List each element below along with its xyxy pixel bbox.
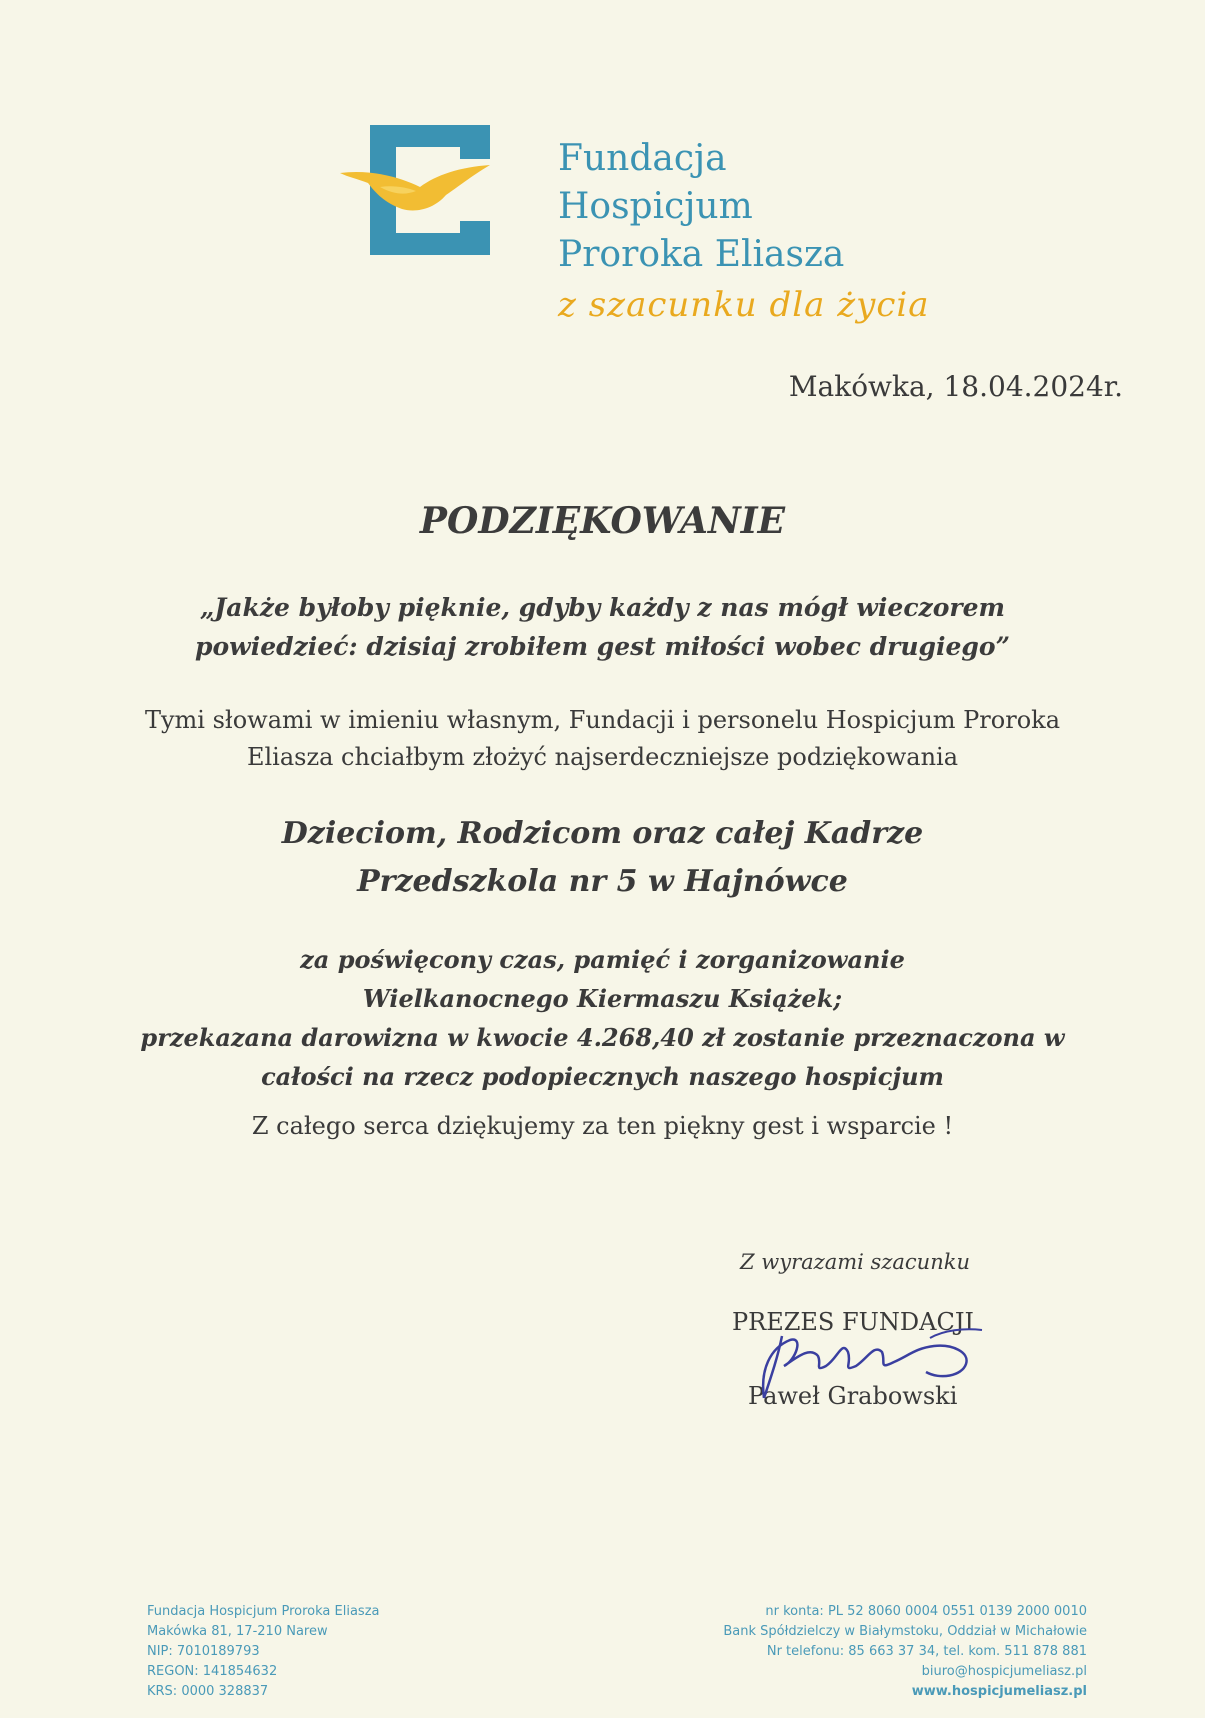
intro-paragraph bbox=[100, 702, 1105, 776]
regards-text: Z wyrazami szacunku bbox=[740, 1250, 970, 1274]
footer-organization-info bbox=[147, 1602, 379, 1702]
footer-left-line: KRS: 0000 328837 bbox=[147, 1684, 269, 1699]
intro-line-2: Eliasza chciałbym złożyć najserdeczniejsze podziękowania bbox=[246, 743, 959, 771]
footer-right-line: Bank Spółdzielczy w Białymstoku, Oddział w Michałowie bbox=[723, 1624, 1087, 1639]
footer-right-line: nr konta: PL 52 8060 0004 0551 0139 2000 0010 bbox=[765, 1604, 1087, 1619]
footer-contact-info bbox=[723, 1602, 1087, 1702]
purpose-paragraph bbox=[100, 940, 1105, 1096]
quote-line-2: powiedzieć: dzisiaj zrobiłem gest miłości wobec drugiego” bbox=[195, 632, 1010, 661]
logo-e-dove-icon bbox=[340, 125, 550, 275]
letter-title: PODZIĘKOWANIE bbox=[419, 500, 786, 542]
footer-left-line: Makówka 81, 17-210 Narew bbox=[147, 1624, 328, 1639]
recipient-block bbox=[100, 810, 1105, 906]
quote-line-1: „Jakże byłoby pięknie, gdyby każdy z nas mógł wieczorem bbox=[200, 593, 1005, 622]
intro-line-1: Tymi słowami w imieniu własnym, Fundacji i personelu Hospicjum Proroka bbox=[144, 706, 1061, 734]
purpose-line-1: za poświęcony czas, pamięć i zorganizowanie bbox=[300, 945, 905, 974]
opening-quote bbox=[100, 588, 1105, 666]
recipient-line-2: Przedszkola nr 5 w Hajnówce bbox=[357, 864, 848, 899]
logo-wordmark bbox=[558, 135, 844, 279]
signatory-name: Paweł Grabowski bbox=[748, 1382, 958, 1410]
footer-left-line: Fundacja Hospicjum Proroka Eliasza bbox=[147, 1604, 380, 1619]
foundation-logo bbox=[340, 125, 940, 355]
footer-left-line: NIP: 7010189793 bbox=[147, 1644, 260, 1659]
logo-line-1: Fundacja bbox=[558, 138, 727, 179]
purpose-line-3: przekazana darowizna w kwocie 4.268,40 zł zostanie przeznaczona w bbox=[140, 1023, 1065, 1052]
logo-line-3: Proroka Eliasza bbox=[558, 234, 845, 275]
logo-tagline: z szacunku dla życia bbox=[558, 285, 930, 325]
logo-line-2: Hospicjum bbox=[558, 186, 753, 227]
purpose-line-2: Wielkanocnego Kiermaszu Książek; bbox=[362, 984, 843, 1013]
footer-left-line: REGON: 141854632 bbox=[147, 1664, 278, 1679]
recipient-line-1: Dzieciom, Rodzicom oraz całej Kadrze bbox=[281, 816, 924, 851]
footer-website-link[interactable]: www.hospicjumeliasz.pl bbox=[911, 1684, 1087, 1699]
letter-date: Makówka, 18.04.2024r. bbox=[788, 370, 1123, 403]
footer-right-line: Nr telefonu: 85 663 37 34, tel. kom. 511 878 881 bbox=[766, 1644, 1087, 1659]
signatory-role: PREZES FUNDACJI bbox=[732, 1308, 974, 1336]
purpose-line-4: całości na rzecz podopiecznych naszego hospicjum bbox=[261, 1062, 944, 1091]
handwritten-signature bbox=[730, 1300, 1000, 1410]
footer-email[interactable]: biuro@hospicjumeliasz.pl bbox=[921, 1664, 1087, 1679]
closing-thanks: Z całego serca dziękujemy za ten piękny gest i wsparcie ! bbox=[251, 1112, 954, 1140]
